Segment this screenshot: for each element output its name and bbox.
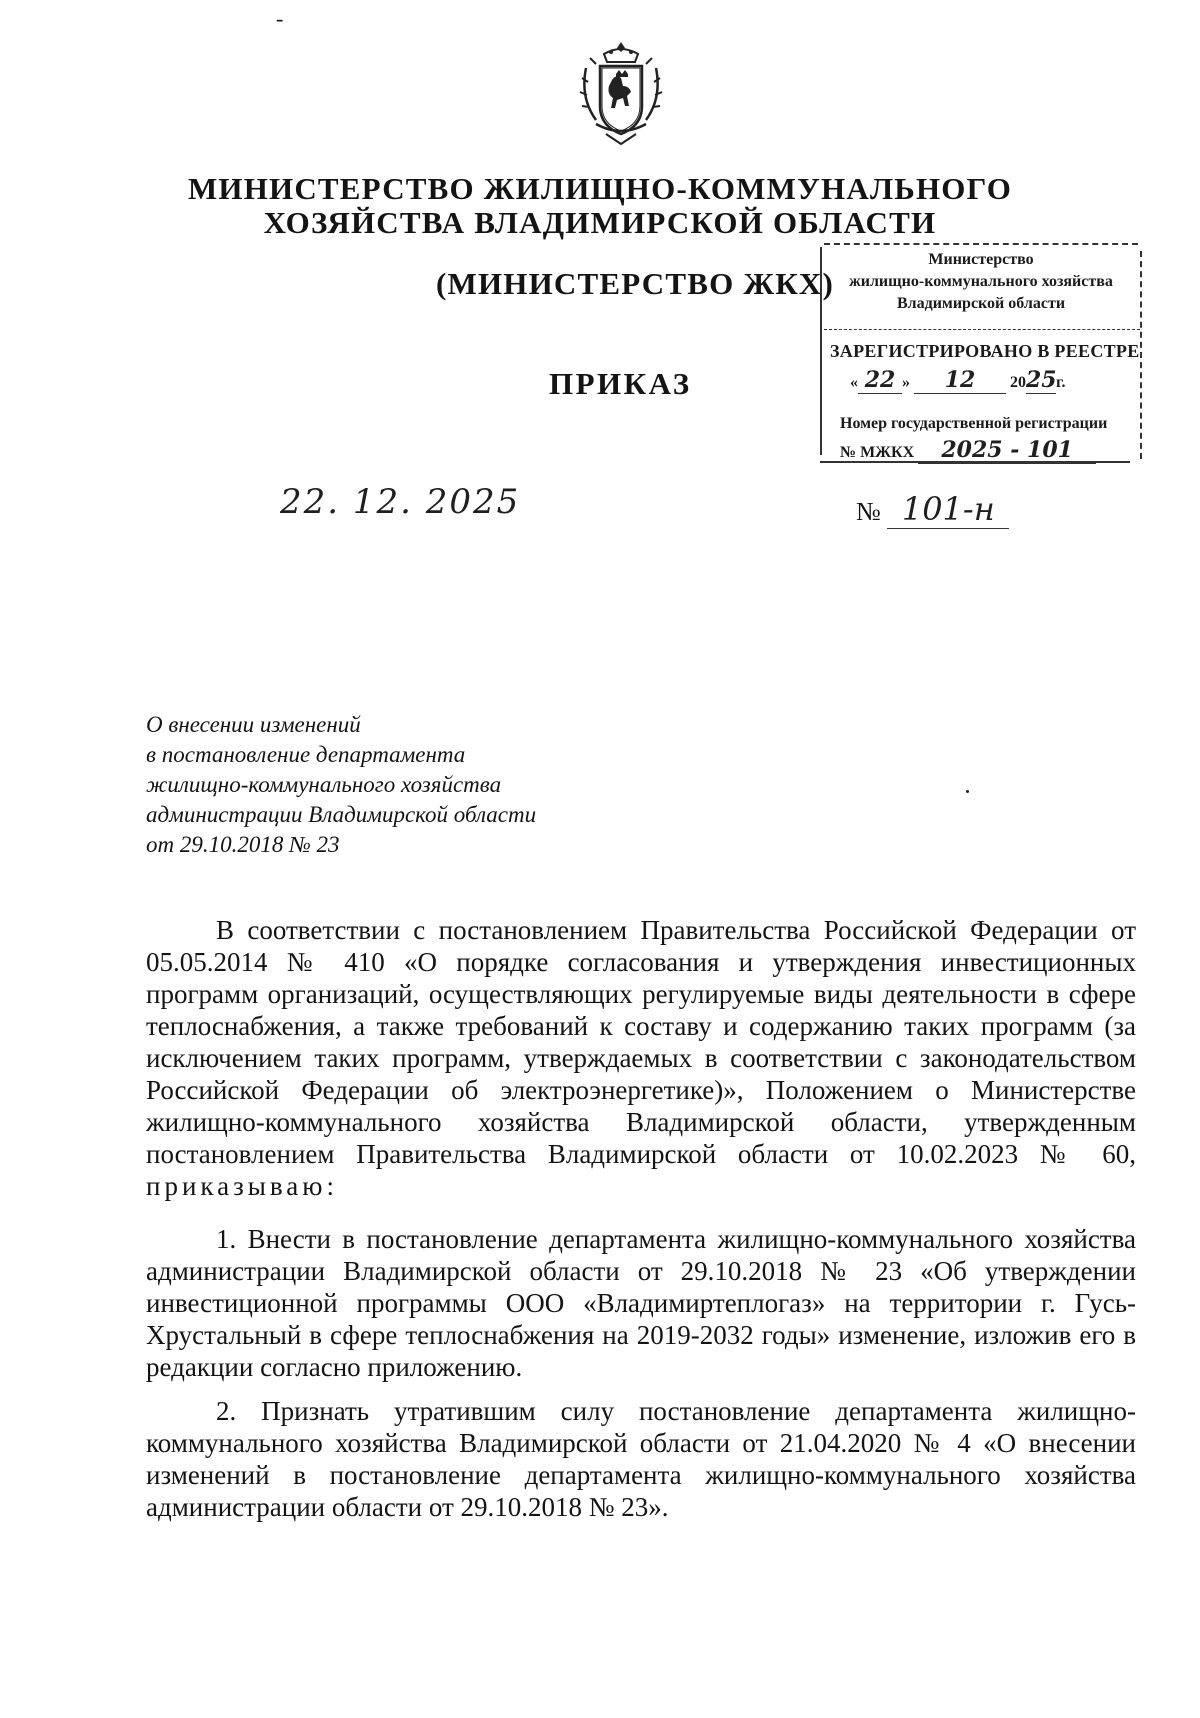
stamp-reg-number-prefix: № МЖКХ [840, 444, 915, 461]
subject-line-1: О внесении изменений [146, 712, 361, 737]
stamp-org-line-1: Министерство [928, 251, 1034, 268]
stamp-date-close-quote: » [902, 374, 910, 391]
stamp-divider [824, 329, 1140, 330]
order-word: приказываю: [146, 1171, 338, 1201]
order-subject [146, 710, 666, 860]
ministry-short-name: (МИНИСТЕРСТВО ЖКХ) [436, 266, 835, 301]
stamp-date-century: 20 [1010, 374, 1026, 391]
order-number-prefix: № [856, 497, 881, 526]
stamp-org-line-3: Владимирской области [896, 295, 1066, 312]
stamp-org-line-2: жилищно-коммунального хозяйства [849, 273, 1113, 290]
stamp-date-month: 12 [914, 367, 1006, 394]
order-item-2-text: 2. Признать утратившим силу постановление департамента жилищно-коммунального хозяйства Владимирской области от 21.04.2020 № 4 «О внесении изменений в постановление департамента жилищно-коммунального хозяйства администрации области от 29.10.2018 № 23». [146, 1396, 1136, 1522]
order-number [856, 490, 1009, 529]
registration-stamp [820, 243, 1142, 465]
ministry-title [60, 172, 1140, 240]
stamp-date-open-quote: « [850, 374, 858, 391]
subject-line-4: администрации Владимирской области [146, 802, 537, 827]
coat-of-arms-emblem [576, 38, 666, 150]
stamp-reg-number-label: Номер государственной регистрации [840, 415, 1108, 432]
preamble-text: В соответствии с постановлением Правительства Российской Федерации от 05.05.2014 № 410 «О порядке согласования и утверждения инвестиционных программ организаций, осуществляющих регулируемые виды деятельности в сфере теплоснабжения, а также требований к составу и содержанию таких программ (за исключением таких программ, утверждаемых в соответствии с законодательством Российской Федерации об электроэнергетике)», Положением о Министерстве жилищно-коммунального хозяйства Владимирской области, утвержденным постановлением Правительства Владимирской области от 10.02.2023 № 60, [146, 915, 1136, 1169]
ministry-title-line-1: МИНИСТЕРСТВО ЖИЛИЩНО-КОММУНАЛЬНОГО [187, 171, 1013, 206]
subject-line-3: жилищно-коммунального хозяйства [146, 772, 502, 797]
stamp-date-year: 25 [1026, 367, 1057, 393]
order-item-2 [146, 1395, 1136, 1523]
subject-line-2: в постановление департамента [146, 742, 466, 767]
ministry-title-line-2: ХОЗЯЙСТВА ВЛАДИМИРСКОЙ ОБЛАСТИ [263, 205, 937, 240]
stamp-organization [820, 249, 1142, 315]
order-date: 22. 12. 2025 [280, 482, 521, 522]
stamp-registered-label: ЗАРЕГИСТРИРОВАНО В РЕЕСТРЕ [830, 341, 1140, 361]
stamp-reg-number [840, 437, 1096, 464]
subject-line-5: от 29.10.2018 № 23 [146, 832, 340, 857]
top-mark: - [276, 6, 284, 31]
stamp-border [824, 243, 1138, 245]
stamp-registration-date [850, 367, 1065, 394]
scan-speck [966, 790, 969, 793]
stamp-date-day: 22 [858, 367, 902, 394]
document-type-heading: ПРИКАЗ [549, 366, 692, 401]
stamp-reg-number-value: 2025 - 101 [918, 437, 1096, 464]
order-item-1 [146, 1223, 1136, 1383]
order-number-value: 101-н [887, 490, 1009, 529]
preamble-paragraph [146, 914, 1136, 1202]
stamp-date-suffix: г. [1056, 374, 1066, 391]
order-item-1-text: 1. Внести в постановление департамента жилищно-коммунального хозяйства администрации Владимирской области от 29.10.2018 № 23 «Об утверждении инвестиционной программы ООО «Владимиртеплогаз» на территории г. Гусь-Хрустальный в сфере теплоснабжения на 2019-2032 годы» изменение, изложив его в редакции согласно приложению. [146, 1224, 1136, 1382]
